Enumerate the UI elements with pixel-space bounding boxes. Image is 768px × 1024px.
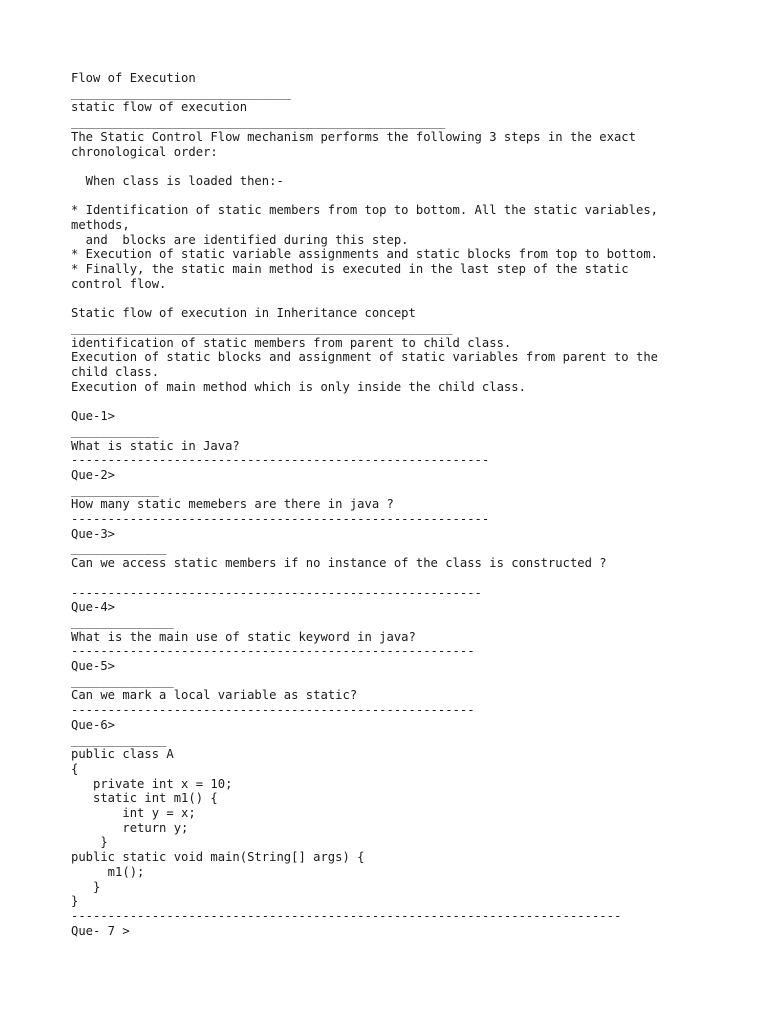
bullet-line: * Identification of static members from top to bottom. All the static variables,	[71, 203, 658, 218]
question-underline: _____________	[71, 541, 167, 556]
question-text: Can we access static members if no instance of the class is constructed ?	[71, 556, 607, 571]
question-underline: ______________	[71, 673, 174, 688]
question-label: Que-2>	[71, 467, 116, 482]
dashed-separator: ---------------------------------------------------------	[71, 512, 490, 527]
paragraph-line: Execution of main method which is only inside the child class.	[71, 379, 526, 394]
paragraph-line: Execution of static blocks and assignment of static variables from parent to the	[71, 350, 658, 365]
question-label: Que-3>	[71, 526, 116, 541]
code-line: m1();	[71, 864, 145, 879]
blank-line	[71, 189, 711, 204]
dashed-separator: -------------------------------------------------------	[71, 703, 475, 718]
question-label: Que- 7 >	[71, 923, 130, 938]
bullet-line: methods,	[71, 218, 130, 232]
code-line: public class A	[71, 747, 174, 762]
code-line: }	[71, 835, 108, 850]
question-underline: ____________	[71, 423, 160, 438]
code-line: }	[71, 879, 101, 894]
code-line: public static void main(String[] args) {	[71, 850, 365, 865]
code-line: }	[71, 894, 79, 909]
code-line: private int x = 10;	[71, 776, 233, 791]
dashed-separator: ---------------------------------------------------------	[71, 453, 490, 468]
question-text: How many static memebers are there in java ?	[71, 497, 394, 512]
section-heading-static-flow: static flow of execution	[71, 100, 248, 115]
code-line: {	[71, 761, 79, 776]
question-label: Que-1>	[71, 409, 116, 424]
bullet-line: and blocks are identified during this step.	[71, 232, 409, 247]
document-page	[71, 71, 711, 938]
paragraph-line: identification of static members from parent to child class.	[71, 335, 512, 350]
bullet-line: * Finally, the static main method is executed in the last step of the static	[71, 262, 629, 277]
question-label: Que-4>	[71, 600, 116, 615]
title-underline: ______________________________	[71, 85, 292, 100]
code-line: return y;	[71, 820, 189, 835]
paragraph-line: The Static Control Flow mechanism performs the following 3 steps in the exact	[71, 129, 636, 144]
bullet-line: * Execution of static variable assignments and static blocks from top to bottom.	[71, 247, 658, 262]
question-label: Que-6>	[71, 717, 116, 732]
section-heading-inheritance: Static flow of execution in Inheritance concept	[71, 306, 416, 321]
question-text: What is the main use of static keyword in java?	[71, 629, 416, 644]
section-underline: ____________________________________________________	[71, 320, 453, 335]
question-text: Can we mark a local variable as static?	[71, 688, 358, 703]
question-underline: ____________	[71, 482, 160, 497]
code-line: static int m1() {	[71, 791, 218, 806]
section-underline: ___________________________________________________	[71, 115, 446, 130]
blank-line	[71, 292, 711, 307]
paragraph-line: child class.	[71, 365, 160, 380]
question-text: What is static in Java?	[71, 438, 240, 453]
blank-line	[71, 159, 711, 174]
dashed-separator: -------------------------------------------------------	[71, 644, 475, 659]
paragraph-line: When class is loaded then:-	[71, 173, 284, 188]
paragraph-line: chronological order:	[71, 144, 218, 159]
blank-line	[71, 394, 711, 409]
dashed-separator: ---------------------------------------------------------------------------	[71, 909, 622, 923]
bullet-line: control flow.	[71, 276, 167, 291]
question-underline: ______________	[71, 614, 174, 629]
code-line: int y = x;	[71, 806, 196, 821]
question-label: Que-5>	[71, 659, 116, 674]
blank-line	[71, 571, 711, 586]
doc-title: Flow of Execution	[71, 71, 196, 85]
dashed-separator: --------------------------------------------------------	[71, 585, 482, 600]
question-underline: _____________	[71, 732, 167, 747]
